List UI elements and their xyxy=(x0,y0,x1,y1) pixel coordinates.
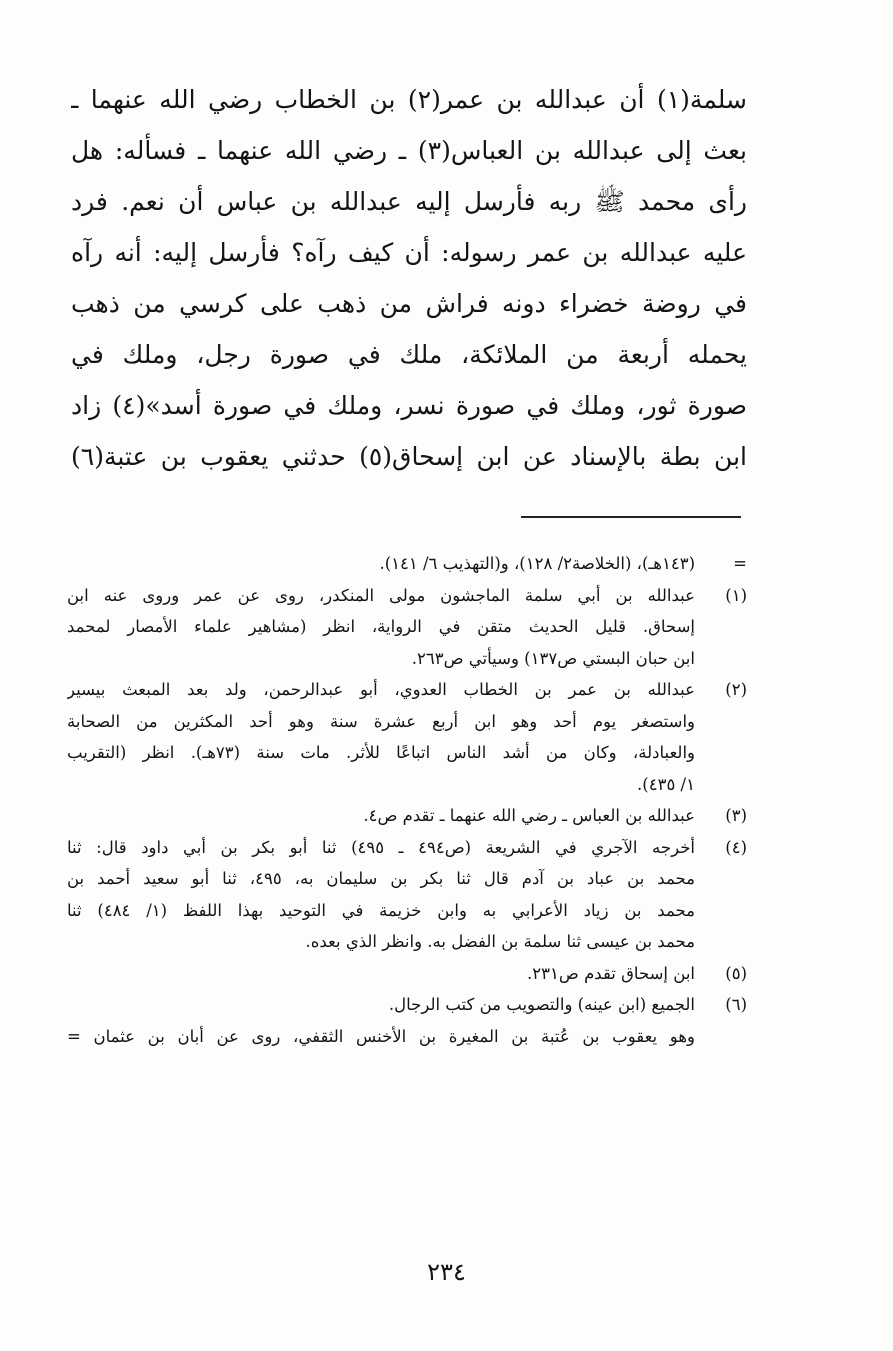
page-number: ٢٣٤ xyxy=(427,1258,466,1286)
footnote-text: ابن إسحاق تقدم ص٢٣١. xyxy=(527,963,695,983)
footnote-text: وهو يعقوب بن عُتبة بن المغيرة بن الأخنس الثقفي، روى عن أبان بن عثمان = xyxy=(67,1026,695,1046)
footnote-2-line xyxy=(67,706,747,738)
footnote-divider xyxy=(521,516,741,518)
footnote-number: (٥) xyxy=(725,963,747,983)
footnote-2-line xyxy=(67,769,747,801)
main-text-body xyxy=(71,74,747,482)
footnote-number: (٤) xyxy=(725,837,747,857)
footnote-6 xyxy=(67,989,747,1021)
footnote-text: (١٤٣هـ)، (الخلاصة٢/ ١٢٨)، و(التهذيب ٦/ ١٤١). xyxy=(379,554,695,573)
footnote-6-line xyxy=(67,1021,747,1053)
footnote-1-line xyxy=(67,643,747,675)
footnote-text: الجميع (ابن عينه) والتصويب من كتب الرجال. xyxy=(388,995,695,1014)
footnote-text: عبدالله بن أبي سلمة الماجشون مولى المنكدر، روى عن عمر وروى عنه ابن xyxy=(67,585,695,605)
footnote-text: عبدالله بن العباس ـ رضي الله عنهما ـ تقدم ص٤. xyxy=(363,806,695,825)
main-text-line: بعث إلى عبدالله بن العباس(٣) ـ رضي الله عنهما ـ فسأله: هل xyxy=(71,136,747,165)
footnote-text: محمد بن عباد بن آدم قال ثنا بكر بن سليمان به، ٤٩٥، ثنا أبو سعيد أحمد بن xyxy=(67,869,695,888)
footnote-4-line xyxy=(67,863,747,895)
footnote-text: عبدالله بن عمر بن الخطاب العدوي، أبو عبدالرحمن، ولد بعد المبعث بيسير xyxy=(67,680,695,699)
footnote-continuation xyxy=(67,548,747,580)
footnote-4-line xyxy=(67,895,747,927)
footnote-text: والعبادلة، وكان من أشد الناس اتباعًا للأثر. مات سنة (٧٣هـ). انظر (التقريب xyxy=(67,743,696,762)
footnote-text: ابن حبان البستي ص١٣٧) وسيأتي ص٢٦٣. xyxy=(411,648,695,668)
footnotes-section xyxy=(67,548,747,1052)
footnote-text: واستصغر يوم أحد وهو ابن أربع عشرة سنة وهو أحد المكثرين من الصحابة xyxy=(67,711,695,731)
footnote-2-line xyxy=(67,737,747,769)
continuation-mark: = xyxy=(733,554,747,573)
main-text-line: في روضة خضراء دونه فراش من ذهب على كرسي من ذهب xyxy=(71,289,747,318)
footnote-text: أخرجه الآجري في الشريعة (ص٤٩٤ ـ ٤٩٥) ثنا أبو بكر بن أبي داود قال: ثنا xyxy=(67,837,695,857)
footnote-text: محمد بن عيسى ثنا سلمة بن الفضل به. وانظر الذي بعده. xyxy=(305,932,695,951)
footnote-text: محمد بن زياد الأعرابي به وابن خزيمة في التوحيد بهذا اللفظ (١/ ٤٨٤) ثنا xyxy=(67,900,695,920)
footnote-text: ١/ ٤٣٥). xyxy=(637,774,695,794)
footnote-2 xyxy=(67,674,747,706)
main-text-line: رأى محمد ﷺ ربه فأرسل إليه عبدالله بن عباس أن نعم. فرد xyxy=(71,187,747,216)
footnote-5 xyxy=(67,958,747,990)
main-text-line: سلمة(١) أن عبدالله بن عمر(٢) بن الخطاب رضي الله عنهما ـ xyxy=(71,85,747,114)
footnote-1-line xyxy=(67,611,747,643)
footnote-3 xyxy=(67,800,747,832)
footnote-4-line xyxy=(67,926,747,958)
footnote-1 xyxy=(67,580,747,612)
main-text-line: صورة ثور، وملك في صورة نسر، وملك في صورة أسد»(٤) زاد xyxy=(71,391,747,420)
footnote-text: إسحاق. قليل الحديث متقن في الرواية، انظر (مشاهير علماء الأمصار لمحمد xyxy=(67,617,695,636)
main-text-line: يحمله أربعة من الملائكة، ملك في صورة رجل، وملك في xyxy=(71,340,747,369)
main-text-line: عليه عبدالله بن عمر رسوله: أن كيف رآه؟ فأرسل إليه: أنه رآه xyxy=(71,238,747,267)
footnote-4 xyxy=(67,832,747,864)
footnote-number: (١) xyxy=(725,585,747,605)
footnote-number: (٢) xyxy=(725,680,747,699)
main-text-line: ابن بطة بالإسناد عن ابن إسحاق(٥) حدثني يعقوب بن عتبة(٦) xyxy=(71,442,747,471)
footnote-number: (٣) xyxy=(725,806,747,825)
footnote-number: (٦) xyxy=(725,995,747,1014)
